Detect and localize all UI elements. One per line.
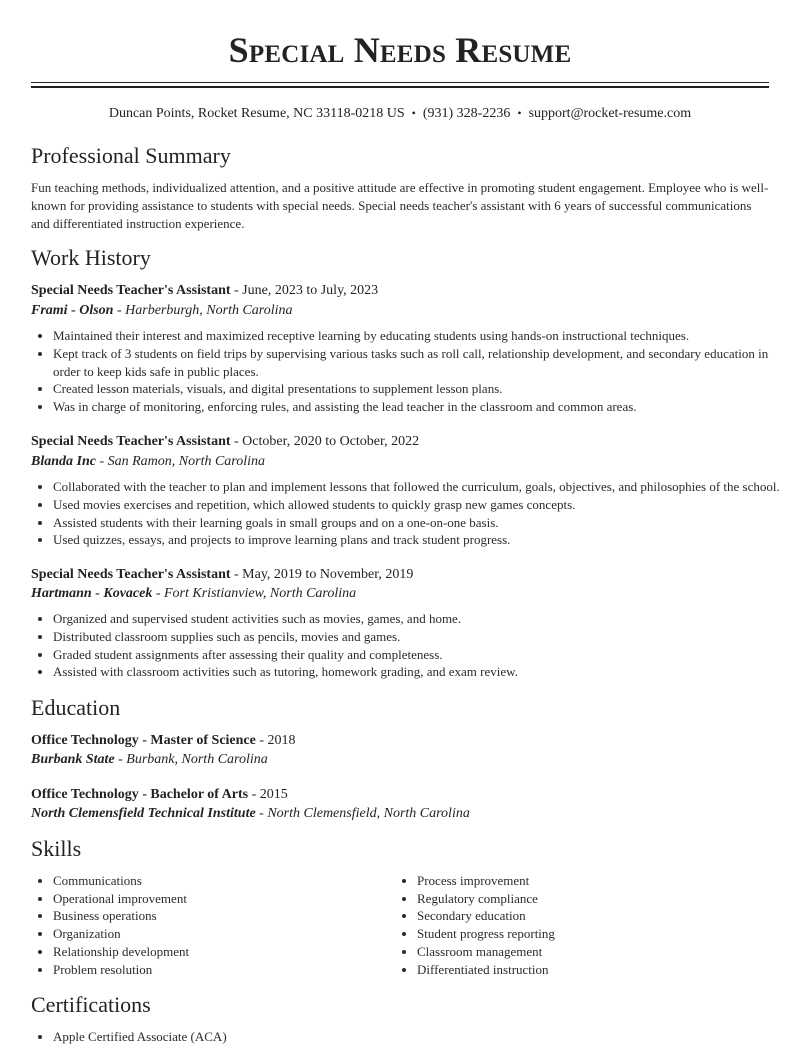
degree-line — [31, 732, 771, 750]
list-item: • Assisted students with their learning goals in small groups and on a one-on-one basis. — [53, 514, 781, 532]
list-item: • Organized and supervised student activities such as movies, games, and home. — [53, 610, 781, 628]
list-item: • Used quizzes, essays, and projects to improve learning plans and track student progress. — [53, 531, 781, 549]
employer-line — [31, 453, 771, 471]
skill-item: • Communications — [53, 872, 393, 890]
employer-location: - Fort Kristianview, North Carolina — [152, 586, 357, 601]
list-item: • Created lesson materials, visuals, and digital presentations to supplement lesson plans. — [53, 380, 781, 398]
skill-item: • Relationship development — [53, 943, 393, 961]
school-location: - North Clemensfield, North Carolina — [255, 806, 470, 821]
skill-item: • Regulatory compliance — [417, 890, 777, 908]
employer-name: Blanda Inc — [31, 454, 96, 469]
job-duties-list — [31, 478, 781, 549]
job-title-line — [31, 566, 771, 584]
contact-line — [0, 104, 800, 123]
skill-item: • Operational improvement — [53, 890, 393, 908]
skill-item: • Student progress reporting — [417, 925, 777, 943]
certifications-heading: Certifications — [31, 992, 151, 1017]
degree-name: Office Technology - Master of Science — [31, 733, 256, 748]
contact-email: support@rocket-resume.com — [528, 106, 692, 121]
list-item: • Collaborated with the teacher to plan and implement lessons that followed the curriculum, goals, objectives, and philosophies of the school. — [53, 478, 781, 496]
job-title: Special Needs Teacher's Assistant — [31, 283, 231, 298]
list-item: • Assisted with classroom activities such as tutoring, homework grading, and exam review. — [53, 663, 781, 681]
list-item: • Maintained their interest and maximized receptive learning by educating students using hands-on instructional techniques. — [53, 327, 781, 345]
education-heading: Education — [31, 695, 121, 720]
title-divider-thick — [31, 86, 769, 88]
skill-item: • Business operations — [53, 907, 393, 925]
list-item: • Used movies exercises and repetition, which allowed students to quickly grasp new games concepts. — [53, 496, 781, 514]
job-dates: - May, 2019 to November, 2019 — [230, 567, 414, 582]
employer-name: Hartmann - Kovacek — [31, 586, 153, 601]
work-history-heading: Work History — [31, 245, 151, 270]
skill-item: • Secondary education — [417, 907, 777, 925]
job-duties-list — [31, 327, 781, 416]
list-item: • Kept track of 3 students on field trips by supervising various tasks such as roll call, relationship development, and secondary education in order to keep kids safe in public places. — [53, 345, 781, 381]
employer-location: - Harberburgh, North Carolina — [113, 303, 293, 318]
employer-line — [31, 585, 771, 603]
degree-year: - 2015 — [248, 787, 288, 802]
skill-item: • Problem resolution — [53, 961, 393, 979]
skills-heading: Skills — [31, 836, 82, 861]
title-divider-thin — [31, 82, 769, 83]
skill-item: • Process improvement — [417, 872, 777, 890]
employer-name: Frami - Olson — [31, 303, 114, 318]
employer-location: - San Ramon, North Carolina — [95, 454, 266, 469]
school-line — [31, 805, 771, 823]
degree-name: Office Technology - Bachelor of Arts — [31, 787, 249, 802]
contact-address: Duncan Points, Rocket Resume, NC 33118-0218 US — [108, 106, 405, 121]
skills-list-left — [31, 872, 393, 978]
school-location: - Burbank, North Carolina — [114, 752, 268, 767]
job-title-line — [31, 282, 771, 300]
list-item: • Distributed classroom supplies such as pencils, movies and games. — [53, 628, 781, 646]
certification-item: • Apple Certified Associate (ACA) — [53, 1028, 781, 1046]
degree-year: - 2018 — [255, 733, 296, 748]
job-title-line — [31, 433, 771, 451]
job-title: Special Needs Teacher's Assistant — [31, 567, 231, 582]
skill-item: • Organization — [53, 925, 393, 943]
skills-list-right — [395, 872, 777, 978]
school-name: Burbank State — [31, 752, 115, 767]
job-duties-list — [31, 610, 781, 681]
job-dates: - October, 2020 to October, 2022 — [230, 434, 420, 449]
contact-separator: • — [411, 106, 416, 120]
job-dates: - June, 2023 to July, 2023 — [230, 283, 379, 298]
skill-item: • Differentiated instruction — [417, 961, 777, 979]
summary-heading: Professional Summary — [31, 143, 231, 168]
list-item: • Graded student assignments after assessing their quality and completeness. — [53, 646, 781, 664]
school-name: North Clemensfield Technical Institute — [31, 806, 256, 821]
summary-text: Fun teaching methods, individualized attention, and a positive attitude are effective in promoting student engagement. Employee who is well-known for providing assistance to students with special needs. Special needs teacher's assistant with 6 years of successful communications and differentiated instruction experience. — [31, 180, 769, 231]
degree-line — [31, 786, 771, 804]
skill-item: • Classroom management — [417, 943, 777, 961]
school-line — [31, 751, 771, 769]
job-title: Special Needs Teacher's Assistant — [31, 434, 231, 449]
contact-separator: • — [517, 106, 522, 120]
certifications-list — [31, 1028, 781, 1046]
resume-title: Special Needs Resume — [228, 30, 572, 70]
contact-phone: (931) 328-2236 — [422, 106, 511, 121]
employer-line — [31, 302, 771, 320]
list-item: • Was in charge of monitoring, enforcing rules, and assisting the lead teacher in the classroom and common areas. — [53, 398, 781, 416]
